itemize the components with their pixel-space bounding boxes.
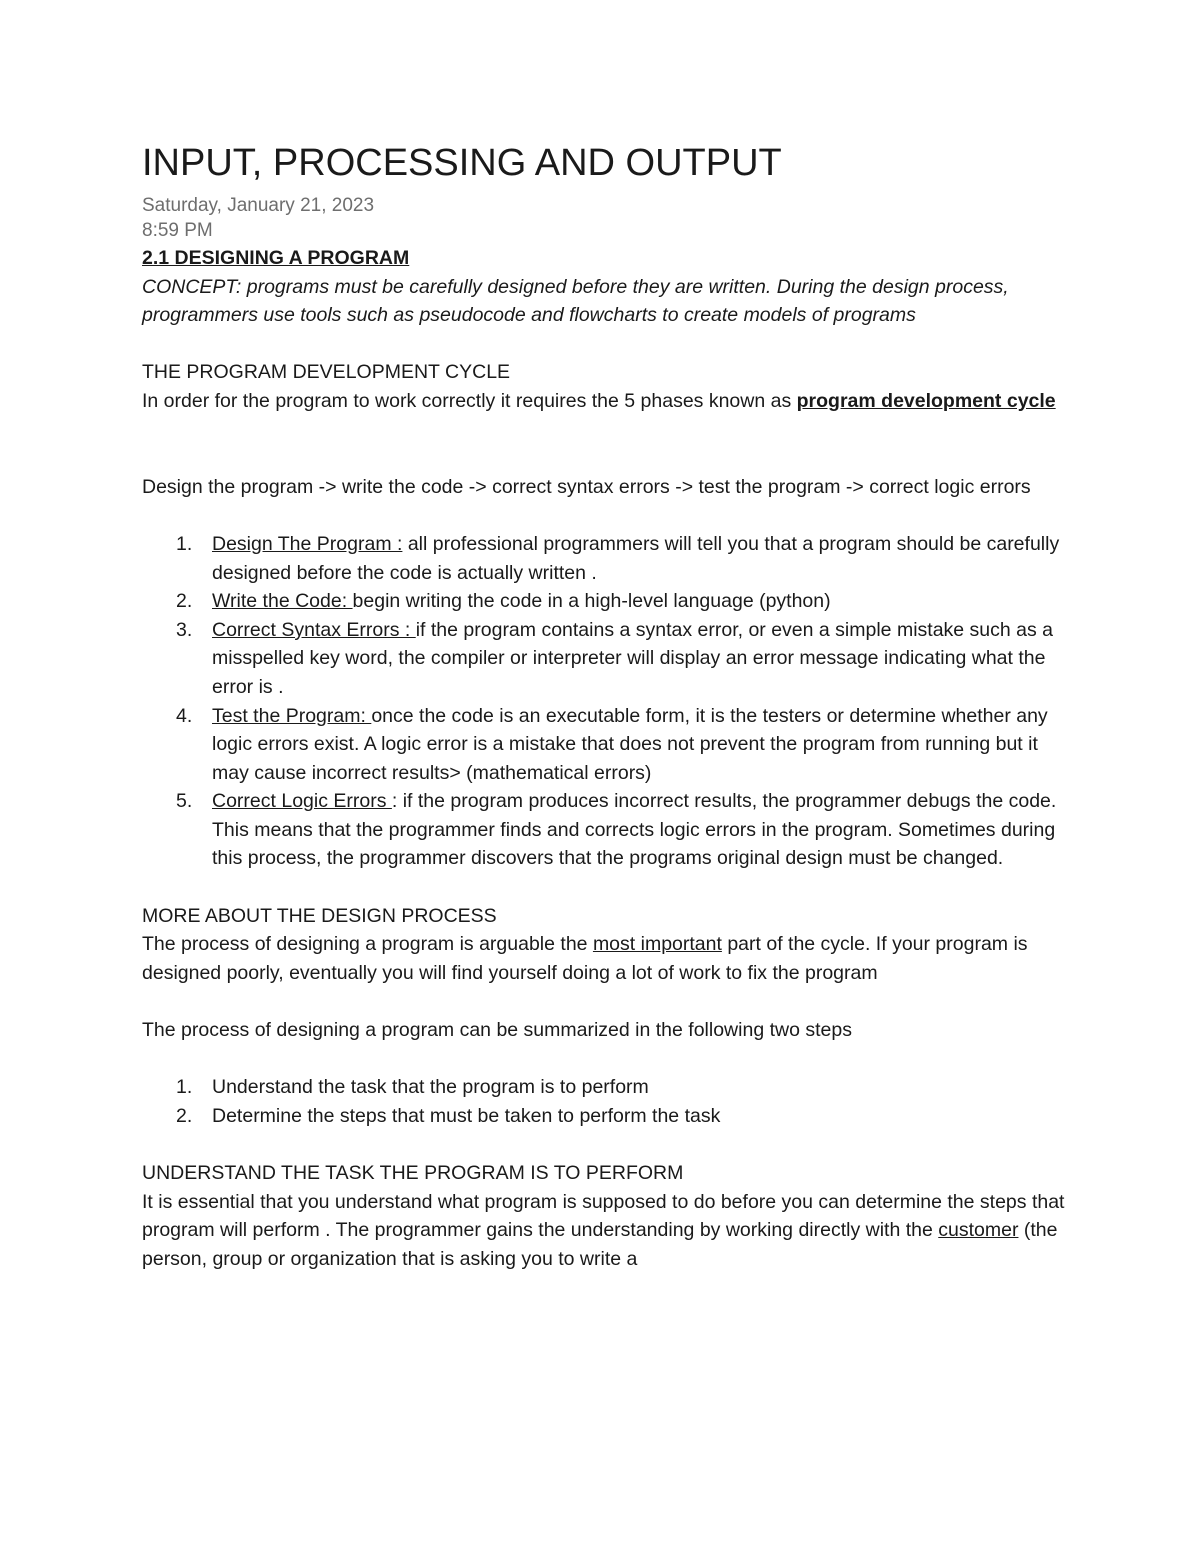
cycle-intro-text: In order for the program to work correctly it requires the 5 phases known as [142,389,797,412]
phase-text: once the code is an executable form, it is the testers or determine whether any logic errors exist. A logic error is a mistake that does not prevent the program from running but it may cause incorrect results> (mathematical errors) [212,704,1048,784]
list-number: 5. [176,790,193,813]
phase-text: if the program contains a syntax error, or even a simple mistake such as a misspelled key word, the compiler or interpreter will display an error message indicating what the error is . [212,618,1054,698]
note-body [142,244,1072,1273]
list-number: 2. [176,1104,193,1127]
page-title: INPUT, PROCESSING AND OUTPUT [142,142,782,184]
design-text: part of the cycle. If your program is designed poorly, eventually you will find yourself doing a lot of work to fix the program [142,933,1028,984]
list-number: 1. [176,1076,193,1099]
cycle-intro-paragraph [142,387,1072,416]
concept-paragraph: CONCEPT: programs must be carefully designed before they are written. During the design process, programmers use tools such as pseudocode and flowcharts to create models of programs [142,275,1009,327]
understand-paragraph [142,1188,1072,1274]
phase-label: Correct Syntax Errors : [212,618,416,641]
phase-label: Design The Program : [212,532,403,555]
design-text: The process of designing a program is arguable the [142,933,593,956]
list-item [142,530,1072,587]
cycle-heading: THE PROGRAM DEVELOPMENT CYCLE [142,361,511,384]
list-item [142,702,1072,788]
phase-label: Correct Logic Errors [212,790,392,813]
understand-emphasis: customer [938,1219,1019,1242]
cycle-flow: Design the program -> write the code -> correct syntax errors -> test the program -> correct logic errors [142,475,1031,498]
section-heading: 2.1 DESIGNING A PROGRAM [142,247,410,269]
phase-list [142,530,1072,873]
list-item [142,787,1072,873]
phase-label: Write the Code: [212,590,353,613]
design-summary: The process of designing a program can be summarized in the following two steps [142,1019,852,1042]
list-item [142,1102,1072,1131]
list-item [142,1073,1072,1102]
list-item [142,587,1072,616]
list-number: 3. [176,618,193,641]
step-text: Determine the steps that must be taken to perform the task [212,1104,721,1127]
note-date: Saturday, January 21, 2023 [142,195,375,216]
design-heading: MORE ABOUT THE DESIGN PROCESS [142,904,497,927]
phase-text: all professional programmers will tell you that a program should be carefully designed before the code is actually written . [212,532,1060,584]
cycle-term: program development cycle [796,389,1056,412]
understand-heading: UNDERSTAND THE TASK THE PROGRAM IS TO PERFORM [142,1162,684,1184]
understand-text: (the person, group or organization that is asking you to write a [142,1219,1058,1270]
step-text: Understand the task that the program is to perform [212,1076,649,1099]
list-number: 2. [176,590,193,613]
phase-text: : if the program produces incorrect results, the programmer debugs the code. This means that the programmer finds and corrects logic errors in the program. Sometimes during this process, the programmer discovers that the programs original design must be changed. [212,790,1057,870]
list-item [142,616,1072,702]
phase-text: begin writing the code in a high-level language (python) [352,590,831,613]
phase-label: Test the Program: [212,704,372,727]
list-number: 1. [176,532,193,555]
understand-text: It is essential that you understand what program is supposed to do before you can determine the steps that program will perform . The programmer gains the understanding by working directly with the [142,1190,1065,1242]
note-time: 8:59 PM [142,220,213,241]
design-emphasis: most important [592,933,722,956]
list-number: 4. [176,704,193,727]
design-paragraph [142,930,1072,987]
design-steps-list [142,1073,1072,1130]
